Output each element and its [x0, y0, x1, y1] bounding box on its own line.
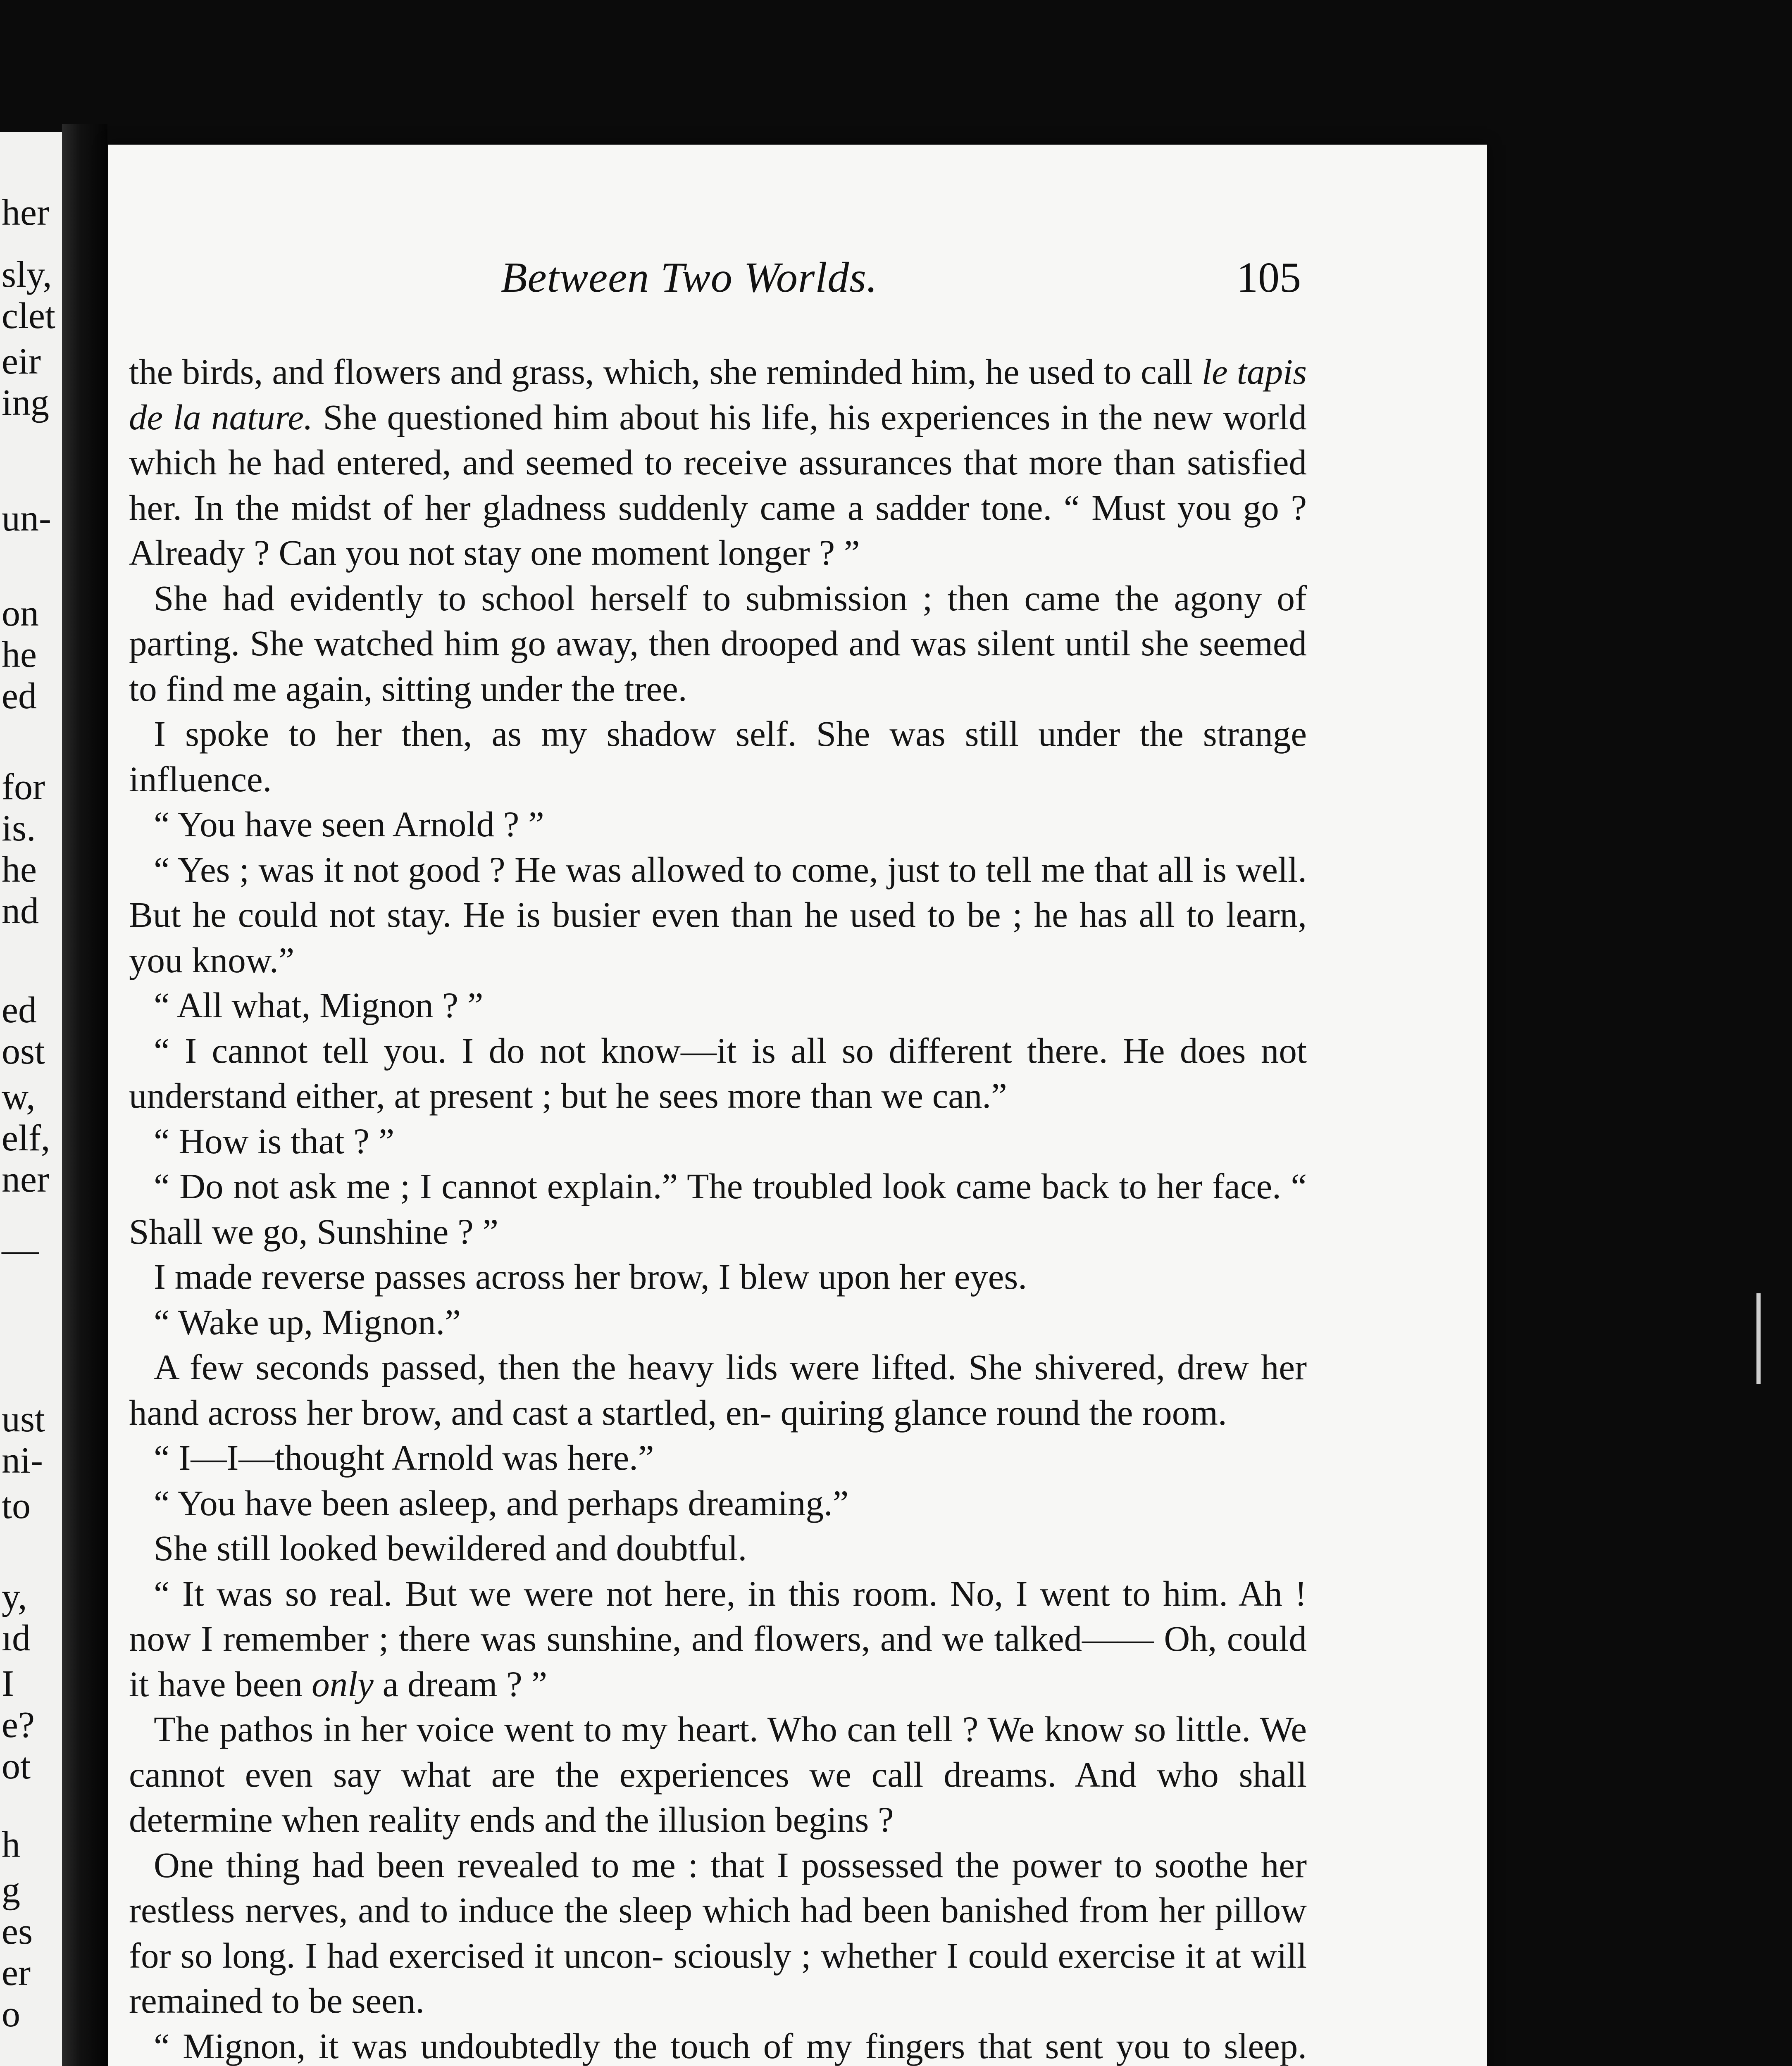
- paragraph: [129, 1164, 1307, 1254]
- left-page-fragment: ust: [2, 1399, 45, 1440]
- left-page-fragment: y,: [2, 1576, 27, 1617]
- text-run: She still looked bewildered and doubtful.: [154, 1528, 747, 1568]
- text-run: “ How is that ? ”: [154, 1121, 395, 1161]
- paragraph: [129, 1028, 1307, 1119]
- paragraph: [129, 1571, 1307, 1707]
- left-page-fragment: ot: [2, 1746, 31, 1787]
- left-page-fragment: o: [2, 1994, 20, 2035]
- left-page-fragment: er: [2, 1952, 31, 1993]
- left-page-fragment: ner: [2, 1159, 49, 1200]
- paragraph: [129, 1480, 1307, 1526]
- text-run: She questioned him about his life, his experiences in the new world which he had entered, and seemed to receive assurances that more than satisfied her. In the midst of her gladness suddenly came a sadder tone. “ Must you go ? Already ? Can you not stay one moment longer ? ”: [129, 397, 1307, 573]
- left-page-fragment: —: [2, 1229, 39, 1270]
- left-page-fragment: for: [2, 766, 45, 807]
- left-page-fragment: g: [2, 1870, 20, 1911]
- left-page-fragment: clet: [2, 295, 55, 336]
- left-page-fragment: he: [2, 849, 37, 890]
- left-page-fragment: elf,: [2, 1118, 50, 1159]
- text-run: “ All what, Mignon ? ”: [154, 985, 484, 1025]
- italic-text: only: [312, 1664, 374, 1704]
- paragraph: [129, 576, 1307, 712]
- book-page: [108, 145, 1487, 2066]
- left-page-fragment: ed: [2, 676, 37, 716]
- paragraph: [129, 349, 1307, 576]
- left-page-fragment: her: [2, 192, 49, 233]
- page-body-text: [129, 349, 1307, 2066]
- text-run: A few seconds passed, then the heavy lids were lifted. She shivered, drew her hand across her brow, and cast a startled, en- quiring glance round the room.: [129, 1347, 1307, 1433]
- paragraph: [129, 1119, 1307, 1164]
- text-run: the birds, and flowers and grass, which, she reminded him, he used to call: [129, 352, 1202, 392]
- left-page-fragment: ost: [2, 1031, 45, 1072]
- page-number: 105: [1237, 254, 1301, 301]
- left-page-fragment: eir: [2, 341, 41, 382]
- left-page-fragment: un-: [2, 498, 51, 539]
- left-page-fragment: ıd: [2, 1618, 31, 1659]
- paragraph: [129, 1345, 1307, 1435]
- left-page-fragment: sly,: [2, 254, 52, 295]
- text-run: “ Do not ask me ; I cannot explain.” The troubled look came back to her face. “ Shall we go, Sunshine ? ”: [129, 1166, 1307, 1252]
- left-page-fragment: ni-: [2, 1440, 43, 1481]
- running-head: [108, 253, 1487, 311]
- text-run: “ You have been asleep, and perhaps dreaming.”: [154, 1483, 849, 1523]
- left-page-fragment: ing: [2, 382, 50, 423]
- left-page-fragment: e?: [2, 1704, 35, 1745]
- text-run: “ You have seen Arnold ? ”: [154, 804, 544, 844]
- text-run: I spoke to her then, as my shadow self. She was still under the strange influence.: [129, 714, 1307, 799]
- paragraph: [129, 847, 1307, 983]
- left-page-fragment: w,: [2, 1076, 36, 1117]
- text-run: a dream ? ”: [373, 1664, 548, 1704]
- left-page-fragment: to: [2, 1485, 31, 1526]
- text-run: “ Wake up, Mignon.”: [154, 1302, 461, 1342]
- running-head-title: Between Two Worlds.: [501, 254, 878, 301]
- text-run: “ I cannot tell you. I do not know—it is all so different there. He does not understand either, at present ; but he sees more than we can.”: [129, 1030, 1307, 1116]
- left-page-fragment: I: [2, 1663, 14, 1704]
- paragraph: [129, 1435, 1307, 1480]
- paragraph: [129, 1300, 1307, 1345]
- text-run: I made reverse passes across her brow, I blew upon her eyes.: [154, 1257, 1027, 1297]
- paragraph: [129, 1842, 1307, 2023]
- paragraph: [129, 1254, 1307, 1300]
- scan-artifact-mark: [1756, 1293, 1761, 1384]
- text-run: “ Mignon, it was undoubtedly the touch of my fingers that sent you to sleep.: [154, 2026, 1307, 2066]
- text-run: “ Yes ; was it not good ? He was allowed to come, just to tell me that all is well. But he could not stay. He is busier even than he used to be ; he has all to learn, you know.”: [129, 849, 1307, 980]
- italic-text: le tapis de la nature.: [129, 352, 1307, 437]
- book-gutter: [62, 124, 107, 2066]
- left-page-fragment: he: [2, 634, 37, 675]
- text-run: She had evidently to school herself to submission ; then came the agony of parting. She watched him go away, then drooped and was silent until she seemed to find me again, sitting under the tree.: [129, 578, 1307, 709]
- paragraph: [129, 1526, 1307, 1571]
- paragraph: [129, 983, 1307, 1028]
- paragraph: [129, 2023, 1307, 2066]
- left-page-fragment: h: [2, 1824, 20, 1865]
- text-run: The pathos in her voice went to my heart. Who can tell ? We know so little. We cannot even say what are the experiences we call dreams. And who shall determine when reality ends and the illusion begins ?: [129, 1709, 1307, 1840]
- text-run: “ It was so real. But we were not here, in this room. No, I went to him. Ah ! now I remember ; there was sunshine, and flowers, and we talked—— Oh, could it have been: [129, 1573, 1307, 1704]
- text-run: One thing had been revealed to me : that I possessed the power to soothe her restless nerves, and to induce the sleep which had been banished from her pillow for so long. I had exercised it uncon- sciously ; whether I could exercise it at will remained to be seen.: [129, 1845, 1307, 2021]
- left-page-fragment: is.: [2, 808, 36, 849]
- left-page-fragment: nd: [2, 890, 39, 931]
- paragraph: [129, 711, 1307, 802]
- left-page-fragment: ed: [2, 990, 37, 1031]
- left-page-fragment: on: [2, 593, 39, 634]
- left-facing-page-edge: [0, 132, 62, 2066]
- paragraph: [129, 1707, 1307, 1842]
- text-run: “ I—I—thought Arnold was here.”: [154, 1438, 654, 1478]
- left-page-fragment: es: [2, 1911, 33, 1952]
- paragraph: [129, 802, 1307, 847]
